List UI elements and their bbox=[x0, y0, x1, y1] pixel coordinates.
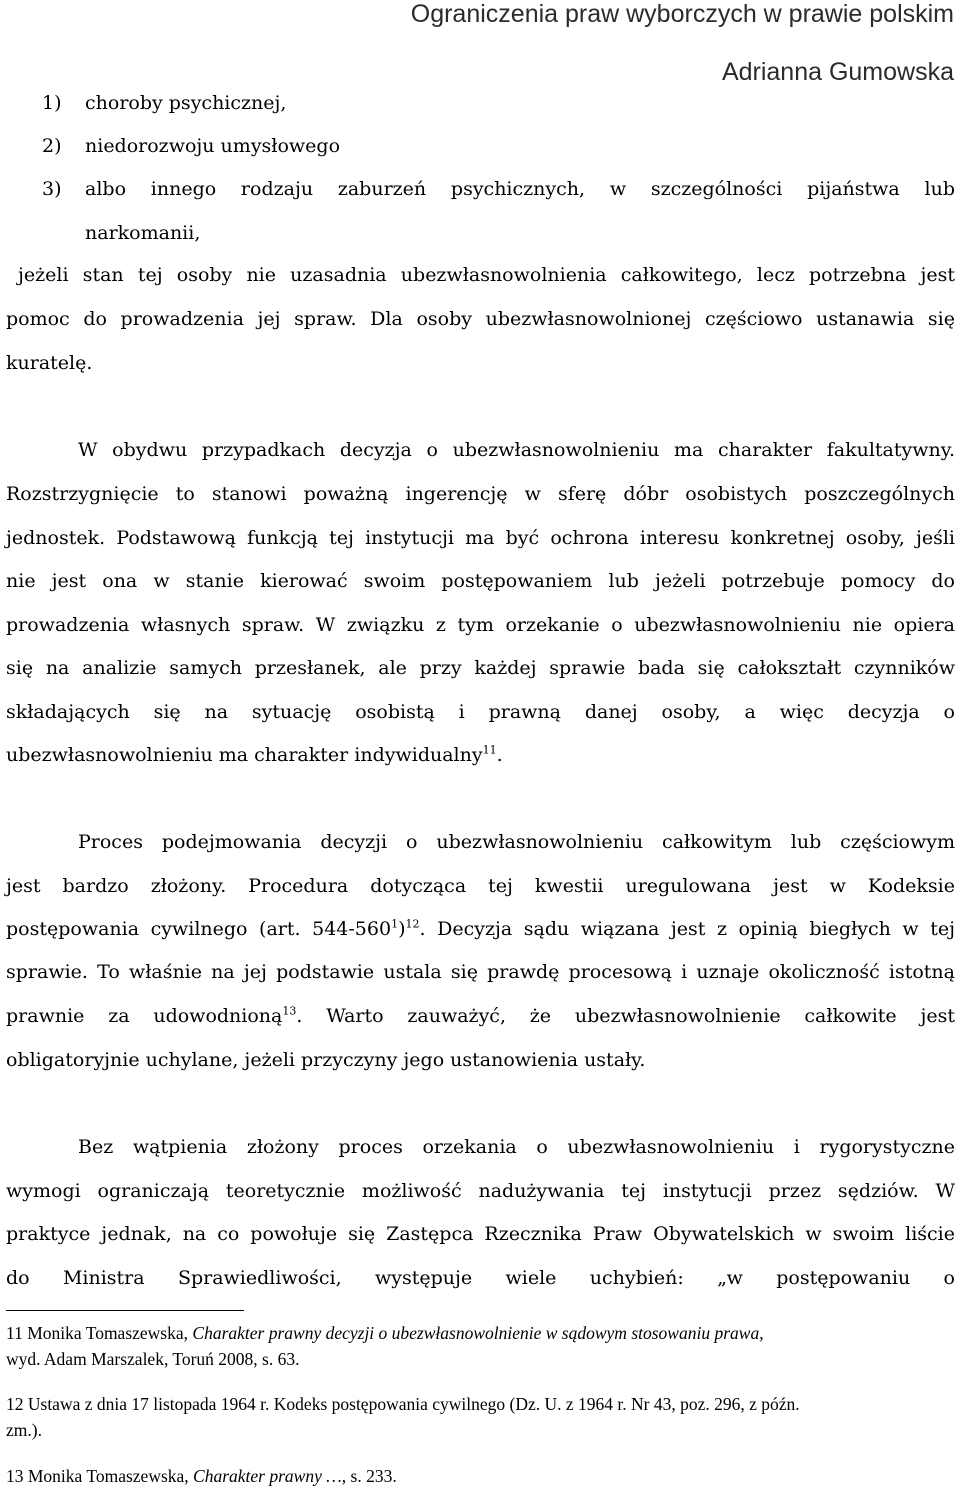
text-span: postępowania cywilnego (art. 544-560 bbox=[6, 918, 392, 940]
text-span: . Warto zauważyć, że ubezwłasnowolnienie całkowite jest bbox=[296, 1005, 955, 1027]
text-line: Proces podejmowania decyzji o ubezwłasnowolnieniu całkowitym lub częściowym bbox=[78, 831, 955, 853]
footnote-11 bbox=[6, 1322, 764, 1344]
text-line: do Ministra Sprawiedliwości, występuje wiele uchybień: „w postępowaniu o bbox=[6, 1267, 955, 1289]
list-item-number: 2) bbox=[42, 135, 62, 157]
footnote-ref: 13 bbox=[282, 1004, 297, 1018]
text-line: nie jest ona w stanie kierować swoim postępowaniem lub jeżeli potrzebuje pomocy do bbox=[6, 570, 955, 592]
text-line: W obydwu przypadkach decyzja o ubezwłasnowolnieniu ma charakter fakultatywny. bbox=[78, 439, 955, 461]
list-item-text: choroby psychicznej, bbox=[85, 92, 287, 114]
footnote-ref: 12 bbox=[405, 917, 420, 931]
footnote-12-continued: zm.). bbox=[6, 1420, 42, 1440]
citation-title: Charakter prawny … bbox=[193, 1466, 342, 1486]
footnote-11-continued: wyd. Adam Marszalek, Toruń 2008, s. 63. bbox=[6, 1349, 300, 1369]
list-item-number: 3) bbox=[42, 178, 62, 200]
text-line: jeżeli stan tej osoby nie uzasadnia ubezwłasnowolnienia całkowitego, lecz potrzebna jest bbox=[18, 264, 955, 286]
text-span: . Decyzja sądu wiązana jest z opinią biegłych w tej bbox=[419, 918, 956, 940]
text-line: obligatoryjnie uchylane, jeżeli przyczyny jego ustanowienia ustały. bbox=[6, 1049, 646, 1071]
text-line: się na analizie samych przesłanek, ale przy każdej sprawie bada się całokształt czynników bbox=[6, 657, 955, 679]
running-header-author: Adrianna Gumowska bbox=[721, 58, 954, 86]
text-span: ubezwłasnowolnieniu ma charakter indywidualny bbox=[6, 744, 483, 766]
text-line: prowadzenia własnych spraw. W związku z tym orzekanie o ubezwłasnowolnieniu nie opiera bbox=[6, 614, 955, 636]
text-span: ) bbox=[398, 918, 406, 940]
footnote-separator bbox=[6, 1310, 244, 1311]
text-line: sprawie. To właśnie na jej podstawie ustala się prawdę procesową i uznaje okoliczność istotną bbox=[6, 961, 955, 983]
text-line: Rozstrzygnięcie to stanowi poważną ingerencję w sferę dóbr osobistych poszczególnych bbox=[6, 483, 955, 505]
text-span: , bbox=[759, 1323, 764, 1343]
text-line: jednostek. Podstawową funkcją tej instytucji ma być ochrona interesu konkretnej osoby, jeśli bbox=[6, 527, 955, 549]
text-line: wymogi ograniczają teoretycznie możliwość nadużywania tej instytucji przez sędziów. W bbox=[6, 1180, 955, 1202]
text-line: pomoc do prowadzenia jej spraw. Dla osoby ubezwłasnowolnionej częściowo ustanawia się bbox=[6, 308, 955, 330]
footnote-13 bbox=[6, 1465, 397, 1487]
list-item-text: albo innego rodzaju zaburzeń psychicznych, w szczególności pijaństwa lub bbox=[85, 178, 955, 200]
text-span: . bbox=[496, 744, 503, 766]
text-line: kuratelę. bbox=[6, 352, 93, 374]
citation-title: Charakter prawny decyzji o ubezwłasnowolnienie w sądowym stosowaniu prawa bbox=[192, 1323, 760, 1343]
text-line bbox=[6, 742, 503, 768]
text-line: Bez wątpienia złożony proces orzekania o ubezwłasnowolnieniu i rygorystyczne bbox=[78, 1136, 955, 1158]
superscript: 1 bbox=[391, 917, 399, 931]
text-line: praktyce jednak, na co powołuje się Zastępca Rzecznika Praw Obywatelskich w swoim liście bbox=[6, 1223, 955, 1245]
list-item-text: niedorozwoju umysłowego bbox=[85, 135, 341, 157]
text-span: prawnie za udowodnioną bbox=[6, 1005, 283, 1027]
text-line bbox=[6, 1003, 955, 1029]
list-item-text-continued: narkomanii, bbox=[85, 222, 201, 244]
text-line: jest bardzo złożony. Procedura dotycząca tej kwestii uregulowana jest w Kodeksie bbox=[6, 875, 955, 897]
footnote-ref: 11 bbox=[482, 743, 497, 757]
text-span: 11 Monika Tomaszewska, bbox=[6, 1323, 193, 1343]
running-header-title: Ograniczenia praw wyborczych w prawie polskim bbox=[410, 0, 954, 28]
text-line bbox=[6, 916, 955, 942]
text-span: , s. 233. bbox=[341, 1466, 397, 1486]
text-span: 13 Monika Tomaszewska, bbox=[6, 1466, 194, 1486]
footnote-12: 12 Ustawa z dnia 17 listopada 1964 r. Kodeks postępowania cywilnego (Dz. U. z 1964 r. Nr 43, poz. 296, z późn. bbox=[6, 1394, 800, 1414]
list-item-number: 1) bbox=[42, 92, 62, 114]
text-line: składających się na sytuację osobistą i prawną danej osoby, a więc decyzja o bbox=[6, 701, 955, 723]
